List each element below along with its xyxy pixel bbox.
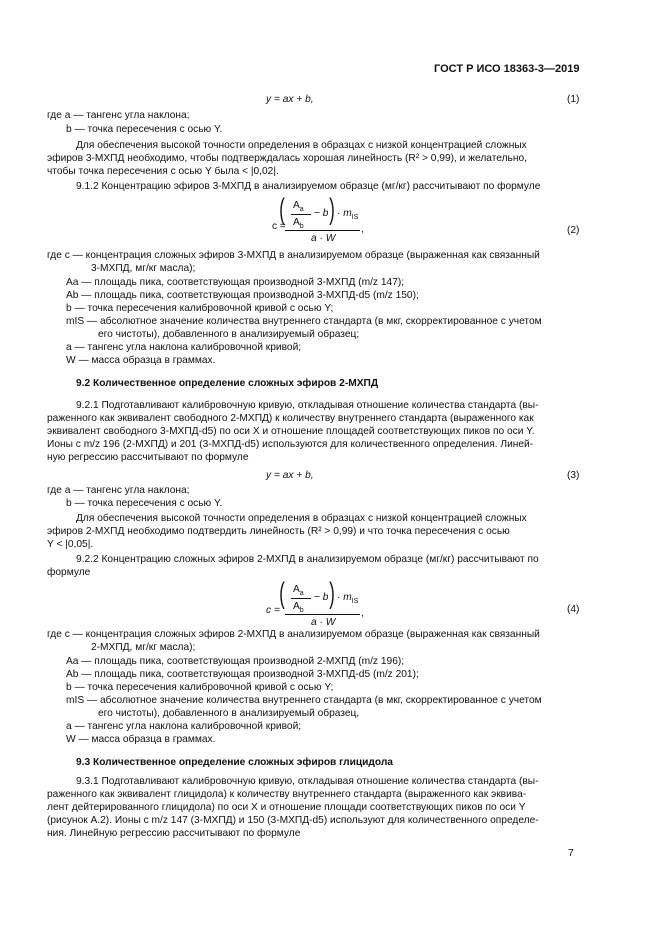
definition-line: его чистоты), добавленного в анализируемый образец, [98, 708, 360, 719]
definition-line: 3-МХПД, мг/кг масла); [91, 263, 196, 274]
eq2-fraction-line [285, 230, 360, 231]
eq4-mis: · $m_{IS}$ [337, 592, 359, 606]
paragraph-line: Для обеспечения высокой точности определения в образцах с низкой концентрацией сложных [76, 140, 527, 151]
eq2-ab: $A_b$ [293, 217, 304, 231]
paragraph-line: Y < |0,05|. [47, 539, 94, 550]
paragraph-line: 9.1.2 Концентрацию эфиров 3-МХПД в анализируемом образце (мг/кг) рассчитывают по формуле [76, 181, 541, 192]
definition-line: 2-МХПД, мг/кг масла); [91, 642, 196, 653]
section-heading-9-3: 9.3 Количественное определение сложных эфиров глицидола [76, 757, 393, 768]
definition-line: W — масса образца в граммах. [66, 734, 216, 745]
paragraph-line: ния. Линейную регрессию рассчитывают по формуле [47, 828, 301, 839]
equation-1-number: (1) [567, 94, 580, 105]
eq4-minus-b: − b [314, 592, 329, 603]
definition-line: b — точка пересечения калибровочной кривой с осью Y; [66, 303, 334, 314]
equation-2-number: (2) [567, 225, 580, 236]
eq4-fraction-line [285, 614, 360, 615]
paragraph-line: раженного как эквивалент свободного 2-МХПД) к количеству внутреннего стандарта (выраженного как [47, 413, 534, 424]
equation-3-number: (3) [567, 470, 580, 481]
eq4-lhs: c = [266, 605, 280, 616]
paragraph-line: Ионы с m/z 196 (2-МХПД) и 201 (3-МХПД-d5) используются для количественного определения. Линей- [47, 439, 534, 450]
eq4-ab: $A_b$ [293, 601, 304, 615]
equation-4-number: (4) [567, 604, 580, 615]
definition-line: mIS — абсолютное значение количества внутреннего стандарта (в мкг, скорректированное с учетом [66, 695, 542, 706]
paragraph-line: лент дейтерированного глицидола) по оси X и отношение площади соответствующих пиков по оси Y [47, 802, 526, 813]
paragraph-line: Для обеспечения высокой точности определения в образцах с низкой концентрацией сложных [76, 513, 527, 524]
section-heading-9-2: 9.2 Количественное определение сложных эфиров 2-МХПД [76, 378, 379, 389]
paragraph-line: раженного как эквивалент глицидола) к количеству внутреннего стандарта (выраженного как эквива- [47, 789, 527, 800]
definition-line: где c — концентрация сложных эфиров 3-МХПД в анализируемом образце (выраженная как связанный [47, 250, 540, 261]
where-a-line: где a — тангенс угла наклона; [47, 485, 190, 496]
paragraph-line: эквивалент свободного 3-МХПД-d5) по оси X и отношение площадей соответствующих пиков по оси Y. [47, 426, 535, 437]
definition-line: a — тангенс угла наклона калибровочной кривой; [66, 721, 302, 732]
definition-line: Aa — площадь пика, соответствующая производной 2-МХПД (m/z 196); [66, 656, 405, 667]
where-b-line: b — точка пересечения с осью Y. [66, 498, 223, 509]
eq4-open-paren: ( [279, 577, 285, 610]
document-header: ГОСТ Р ИСО 18363-3—2019 [434, 63, 580, 75]
definition-line: Ab — площадь пика, соответствующая производной 3-МХПД-d5 (m/z 201); [66, 669, 419, 680]
paragraph-line: (рисунок А.2). Ионы с m/z 147 (3-МХПД) и 150 (3-МХПД-d5) используют для количественного определе- [47, 815, 539, 826]
eq4-comma: , [361, 608, 364, 619]
eq4-close-paren: ) [329, 577, 335, 610]
definition-line: Aa — площадь пика, соответствующая производной 3-МХПД (m/z 147); [66, 277, 405, 288]
page-number: 7 [568, 847, 574, 859]
eq2-aa: $A_a$ [293, 200, 304, 214]
eq2-denominator: a · W [311, 233, 336, 244]
eq2-inner-fraction-line [291, 214, 311, 215]
equation-1: y = ax + b, [266, 94, 314, 105]
paragraph-line: 9.3.1 Подготавливают калибровочную кривую, откладывая отношение количества стандарта (вы- [76, 776, 539, 787]
eq2-comma: , [361, 224, 364, 235]
where-a-line: где a — тангенс угла наклона; [47, 110, 190, 121]
eq2-lhs: c = [272, 221, 286, 232]
eq4-aa: $A_a$ [293, 584, 304, 598]
paragraph-line: эфиров 2-МХПД необходимо подтвердить линейность (R² > 0,99) и что точка пересечения с осью [47, 526, 510, 537]
definition-line: mIS — абсолютное значение количества внутреннего стандарта (в мкг, скорректированное с учетом [66, 316, 542, 327]
eq2-mis: · $m_{IS}$ [337, 208, 359, 222]
paragraph-line: ную регрессию рассчитывают по формуле [47, 452, 249, 463]
definition-line: Ab — площадь пика, соответствующая производной 3-МХПД-d5 (m/z 150); [66, 290, 419, 301]
definition-line: его чистоты), добавленного в анализируемый образец; [98, 329, 360, 340]
paragraph-line: чтобы точка пересечения с осью Y была < |0,02|. [47, 166, 279, 177]
eq2-minus-b: − b [314, 208, 329, 219]
equation-3: y = ax + b, [266, 470, 314, 481]
where-b-line: b — точка пересечения с осью Y. [66, 124, 223, 135]
definition-line: где c — концентрация сложных эфиров 2-МХПД в анализируемом образце (выраженная как связанный [47, 629, 540, 640]
paragraph-line: 9.2.1 Подготавливают калибровочную кривую, откладывая отношение количества стандарта (вы- [76, 400, 539, 411]
definition-line: a — тангенс угла наклона калибровочной кривой; [66, 342, 302, 353]
eq2-open-paren: ( [279, 193, 285, 226]
eq4-denominator: a · W [311, 617, 336, 628]
eq2-close-paren: ) [329, 193, 335, 226]
eq4-inner-fraction-line [291, 598, 311, 599]
definition-line: b — точка пересечения калибровочной кривой с осью Y; [66, 682, 334, 693]
paragraph-line: эфиров 3-МХПД необходимо, чтобы подтверждалась хорошая линейность (R² > 0,99), и желательно, [47, 153, 527, 164]
paragraph-line: формуле [47, 567, 91, 578]
paragraph-line: 9.2.2 Концентрацию сложных эфиров 2-МХПД в анализируемом образце (мг/кг) рассчитывают по [76, 554, 539, 565]
definition-line: W — масса образца в граммах. [66, 355, 216, 366]
